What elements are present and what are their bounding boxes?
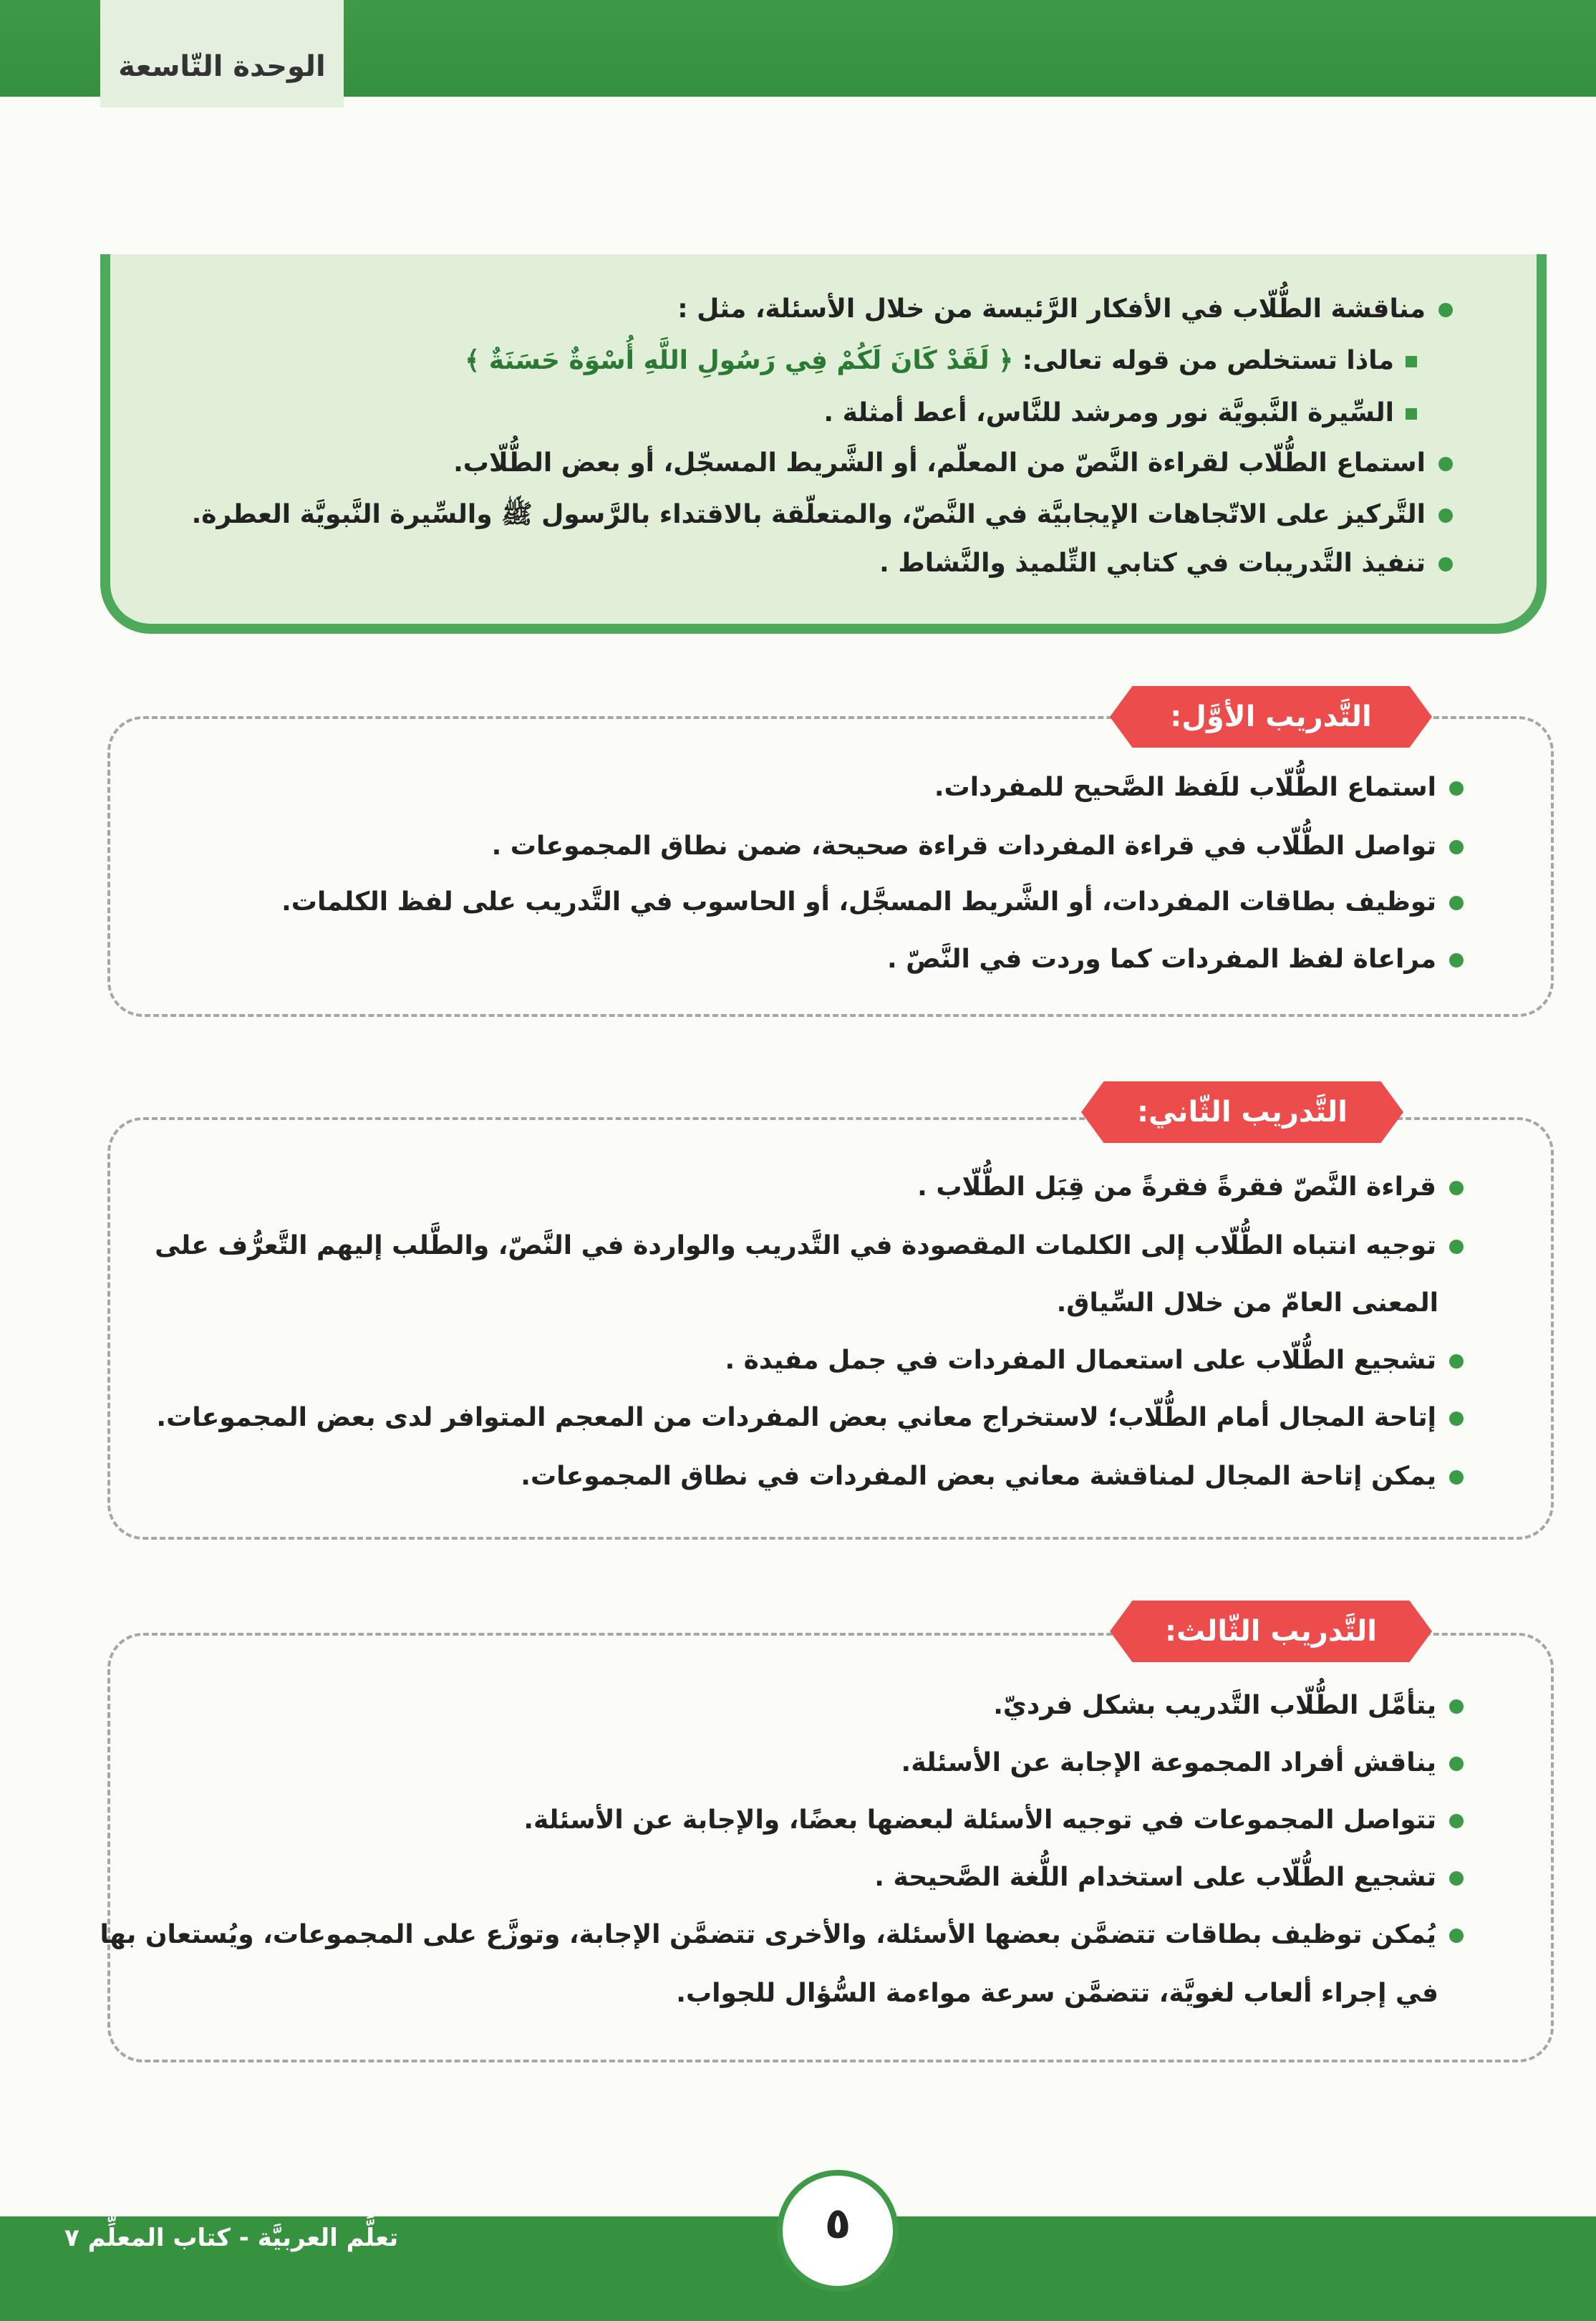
square-bullet-icon [1406, 408, 1417, 420]
bullet-icon [1449, 1412, 1464, 1426]
section-3-item-5: يُمكن توظيف بطاقات تتضمَّن بعضها الأسئلة، والأخرى تتضمَّن الإجابة، وتوزَّع على المجموعات، ويُستعان بها [100, 1919, 1464, 1951]
intro-bullet-2: استماع الطُّلّاب لقراءة النَّصّ من المعلّم، أو الشَّريط المسجّل، أو بعض الطُّلّاب. [453, 448, 1453, 479]
section-3-title: التَّدريب الثّالث: [1165, 1615, 1377, 1648]
bullet-icon [1438, 303, 1453, 317]
footer-book-title: تعلَّم العربيَّة - كتاب المعلِّم ٧ [64, 2224, 399, 2252]
section-2-item-2: توجيه انتباه الطُّلّاب إلى الكلمات المقصودة في التَّدريب والواردة في النَّصّ، والطَّلب إليهم التَّعرُّف على [155, 1230, 1464, 1262]
section-3-item-4: تشجيع الطُّلّاب على استخدام اللُّغة الصَّحيحة . [874, 1862, 1464, 1893]
unit-title: الوحدة التّاسعة [118, 50, 326, 83]
section-3-item-3: تتواصل المجموعات في توجيه الأسئلة لبعضها بعضًا، والإجابة عن الأسئلة. [523, 1805, 1464, 1836]
section-3-item-1: يتأمَّل الطُّلّاب التَّدريب بشكل فرديّ. [993, 1690, 1464, 1722]
bullet-icon [1449, 1470, 1464, 1485]
bullet-icon [1449, 1814, 1464, 1828]
bullet-icon [1449, 896, 1464, 910]
section-2-item-5: يمكن إتاحة المجال لمناقشة معاني بعض المفردات في نطاق المجموعات. [521, 1461, 1464, 1492]
page-number: ٥ [824, 2199, 851, 2249]
section-1-item-4: مراعاة لفظ المفردات كما وردت في النَّصّ . [887, 944, 1464, 975]
square-bullet-icon [1406, 356, 1417, 367]
bullet-icon [1449, 1699, 1464, 1714]
section-2-item-4: إتاحة المجال أمام الطُّلّاب؛ لاستخراج معاني بعض المفردات من المعجم المتوافر لدى بعض المجموعات. [156, 1402, 1464, 1434]
section-1-item-3: توظيف بطاقات المفردات، أو الشَّريط المسجَّل، أو الحاسوب في التَّدريب على لفظ الكلمات. [281, 887, 1464, 918]
section-1-title: التَّدريب الأوَّل: [1170, 700, 1372, 733]
intro-bullet-1: مناقشة الطُّلّاب في الأفكار الرَّئيسة من خلال الأسئلة، مثل : [677, 294, 1453, 325]
bullet-icon [1449, 1929, 1464, 1943]
bullet-icon [1449, 781, 1464, 796]
bullet-icon [1449, 1354, 1464, 1369]
bullet-icon [1438, 557, 1453, 571]
bullet-icon [1449, 1181, 1464, 1195]
bullet-icon [1438, 508, 1453, 523]
section-2-title: التَّدريب الثّاني: [1136, 1096, 1348, 1129]
header-white-strip [0, 97, 1596, 183]
intro-sub-bullet-2: السِّيرة النَّبويَّة نور ومرشد للنَّاس، أعط أمثلة . [823, 397, 1417, 429]
bullet-icon [1449, 1240, 1464, 1254]
intro-bullet-4: تنفيذ التَّدريبات في كتابي التِّلميذ والنَّشاط . [879, 548, 1453, 579]
bullet-icon [1449, 953, 1464, 968]
bullet-icon [1449, 1757, 1464, 1771]
section-2-item-3: تشجيع الطُّلّاب على استعمال المفردات في جمل مفيدة . [725, 1345, 1464, 1376]
section-3-item-2: يناقش أفراد المجموعة الإجابة عن الأسئلة. [901, 1747, 1464, 1779]
bullet-icon [1449, 840, 1464, 854]
section-3-item-5-line-2: في إجراء ألعاب لغويَّة، تتضمَّن سرعة مواءمة السُّؤال للجواب. [676, 1979, 1438, 2008]
section-2-item-1: قراءة النَّصّ فقرةً فقرةً من قِبَل الطُّلّاب . [917, 1172, 1464, 1203]
intro-sub-bullet-1: ماذا تستخلص من قوله تعالى: ﴿ لَقَدْ كَانَ لَكُمْ فِي رَسُولِ اللَّهِ أُسْوَةٌ حَسَنَةٌ ﴾ [465, 345, 1417, 377]
bullet-icon [1438, 457, 1453, 471]
bullet-icon [1449, 1871, 1464, 1886]
intro-bullet-3: التَّركيز على الاتّجاهات الإيجابيَّة في النَّصّ، والمتعلّقة بالاقتداء بالرَّسول ﷺ والسِّيرة النَّبويَّة العطرة. [192, 499, 1453, 531]
quran-verse: ﴿ لَقَدْ كَانَ لَكُمْ فِي رَسُولِ اللَّهِ أُسْوَةٌ حَسَنَةٌ ﴾ [465, 346, 1014, 375]
section-1-item-1: استماع الطُّلّاب للَفظ الصَّحيح للمفردات. [934, 772, 1464, 804]
section-2-item-2-line-2: المعنى العامّ من خلال السِّياق. [1056, 1288, 1438, 1318]
section-1-item-2: تواصل الطُّلّاب في قراءة المفردات قراءة صحيحة، ضمن نطاق المجموعات . [492, 831, 1464, 862]
